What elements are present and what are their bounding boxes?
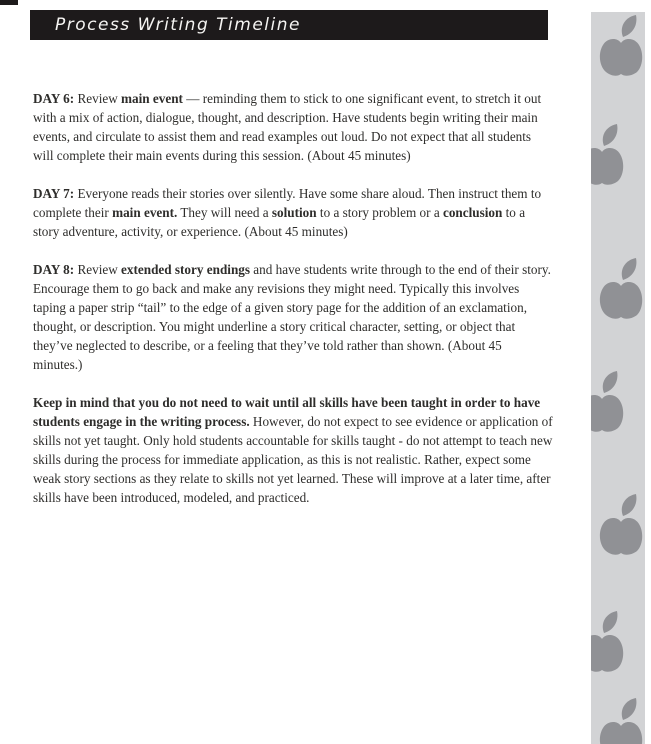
- apple-icon: [591, 370, 625, 432]
- apple-icon: [598, 697, 644, 744]
- page-title-banner: [30, 10, 548, 40]
- content-area: [33, 89, 553, 526]
- paragraph: DAY 8: Review extended story endings and have students write through to the end of their story. Encourage them to go back and make any revisions they might need. Typically this involves taping a paper strip “tail” to the edge of a given story page for the addition of an exclamation, thought, or description. You might underline a story critical character, setting, or object that they’ve neglected to describe, or a feeling that they’ve told rather than shown. (About 45 minutes.): [33, 262, 551, 372]
- apple-icon: [591, 610, 625, 672]
- sidebar-decoration: [591, 12, 645, 744]
- apple-icon: [591, 123, 625, 185]
- page-title: Process Writing Timeline: [55, 15, 301, 35]
- paragraph: Keep in mind that you do not need to wait until all skills have been taught in order to have students engage in the writing process. However, do not expect to see evidence or application of skills not yet taught. Only hold students accountable for skills taught - do not attempt to teach new skills during the process for immediate application, as this is not realistic. Rather, expect some weak story sections as they relate to skills not yet learned. These will improve at a later time, after skills have been introduced, modeled, and practiced.: [33, 395, 553, 505]
- paragraph: DAY 6: Review main event — reminding them to stick to one significant event, to stretch it out with a mix of action, dialogue, thought, and description. Have students begin writing their main events, and circulate to assist them and read examples out loud. Do not expect that all students will complete their main events during this session. (About 45 minutes): [33, 91, 542, 163]
- apple-icon: [598, 493, 644, 555]
- apple-icon: [598, 257, 644, 319]
- apple-icon: [598, 14, 644, 76]
- paragraph: DAY 7: Everyone reads their stories over silently. Have some share aloud. Then instruct them to complete their main event. They will need a solution to a story problem or a conclusion to a story adventure, activity, or experience. (About 45 minutes): [33, 186, 542, 239]
- scan-corner-mark: [0, 0, 18, 5]
